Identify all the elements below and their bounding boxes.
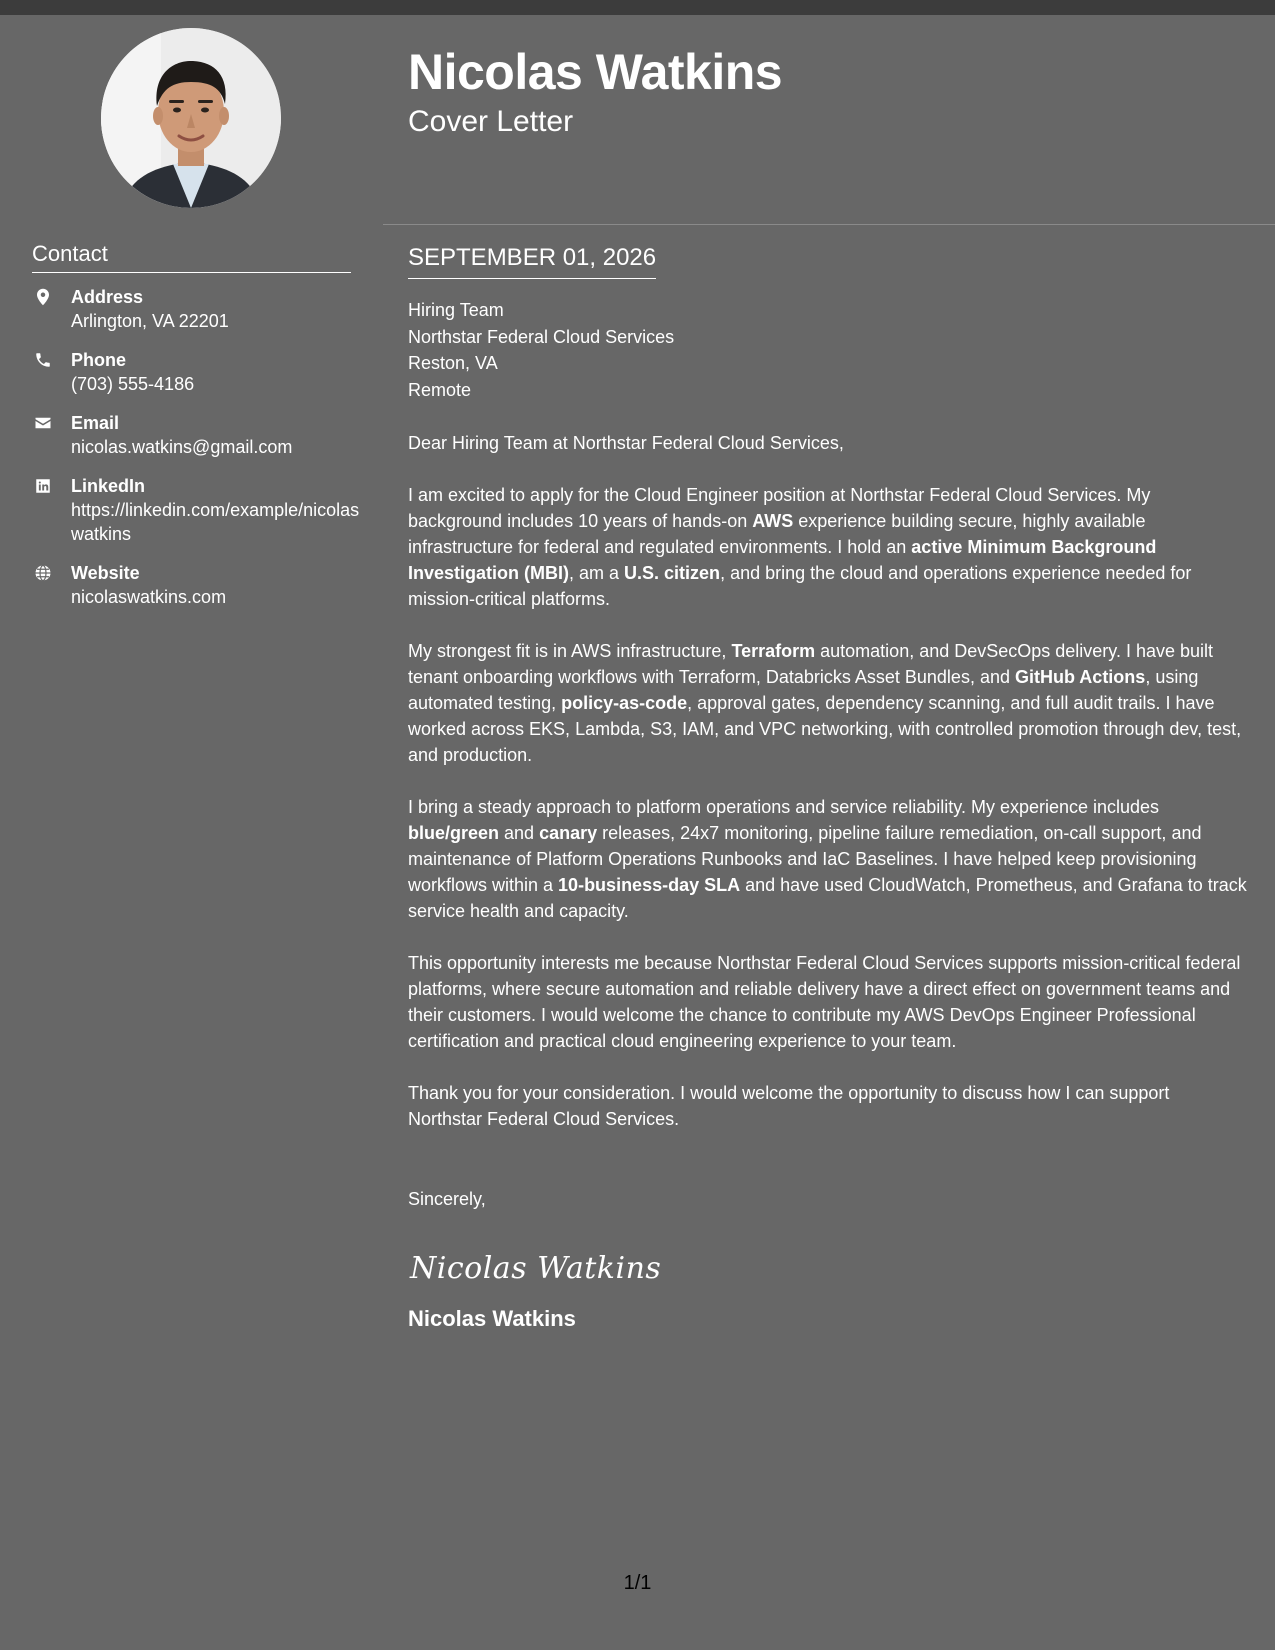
recipient-block	[408, 297, 1248, 403]
contact-item-linkedin	[32, 474, 362, 546]
header-divider	[383, 224, 1275, 225]
paragraph	[408, 794, 1248, 924]
paragraph-text: , approval gates, dependency scanning, and full audit trails. I have worked across EKS, Lambda, S3, IAM, and VPC networking, with controlled promotion through dev, test, and production.	[408, 693, 1242, 765]
paragraph-text: automation, and DevSecOps delivery. I have built tenant onboarding workflows with Terraform, Databricks Asset Bundles, and	[408, 641, 1214, 687]
paragraph	[408, 482, 1248, 612]
contact-label: Email	[71, 413, 120, 433]
linkedin-icon	[34, 477, 52, 495]
contact-label: Address	[71, 287, 144, 307]
contact-label: LinkedIn	[71, 476, 146, 496]
page-subtitle: Cover Letter	[408, 105, 574, 138]
emphasis-text: Terraform	[731, 641, 816, 661]
sidebar	[0, 15, 383, 1650]
emphasis-text: GitHub Actions	[1014, 667, 1146, 687]
phone-value: (703) 555-4186	[71, 374, 195, 394]
paragraph-text: I am excited to apply for the Cloud Engineer position at Northstar Federal Cloud Services. My background includes 10 years of hands-on	[408, 485, 1151, 531]
emphasis-text: active Minimum Background Investigation (MBI)	[408, 537, 1157, 583]
contact-list	[32, 285, 362, 624]
top-bar	[0, 0, 1275, 15]
paragraph-text: , using automated testing,	[408, 667, 1199, 713]
recipient-line: Northstar Federal Cloud Services	[408, 326, 675, 347]
signature	[408, 1242, 1248, 1292]
paragraph-text: experience building secure, highly available infrastructure for federal and regulated environments. I hold an	[408, 511, 1146, 557]
contact-label: Phone	[71, 350, 127, 370]
paragraph-text: releases, 24x7 monitoring, pipeline failure remediation, on-call support, and maintenance of Platform Operations Runbooks and IaC Baselines. I have helped keep provisioning workflows within a	[408, 823, 1202, 895]
closing: Sincerely,	[408, 1189, 486, 1209]
emphasis-text: policy-as-code	[561, 693, 688, 713]
envelope-icon	[34, 414, 52, 432]
page-number: 1/1	[623, 1572, 652, 1594]
paragraph-text: My strongest fit is in AWS infrastructure,	[408, 641, 732, 661]
paragraph-text: This opportunity interests me because Northstar Federal Cloud Services supports mission-critical federal platforms, where secure automation and reliable delivery have a direct effect on government teams and their customers. I would welcome the chance to contribute my AWS DevOps Engineer Professional certification and practical cloud engineering experience to your team.	[408, 953, 1241, 1051]
website-link[interactable]: nicolaswatkins.com	[71, 587, 227, 607]
emphasis-text: AWS	[752, 511, 794, 531]
emphasis-text: canary	[539, 823, 598, 843]
address-value: Arlington, VA 22201	[71, 311, 229, 331]
paragraph-text: and	[499, 823, 540, 843]
linkedin-link[interactable]: https://linkedin.com/example/nicolaswatkins	[71, 500, 360, 544]
paragraph-text: , am a	[569, 563, 625, 583]
contact-item-website	[32, 561, 362, 609]
globe-icon	[34, 564, 52, 582]
contact-item-email	[32, 411, 362, 459]
paragraph-text: Thank you for your consideration. I would welcome the opportunity to discuss how I can support Northstar Federal Cloud Services.	[408, 1083, 1170, 1129]
paragraph	[408, 950, 1248, 1054]
paragraph-text: and have used CloudWatch, Prometheus, and Grafana to track service health and capacity.	[408, 875, 1247, 921]
avatar	[101, 28, 281, 208]
letter-body	[408, 242, 1248, 1334]
contact-item-address	[32, 285, 362, 333]
paragraph	[408, 1080, 1248, 1132]
contact-label: Website	[71, 563, 140, 583]
recipient-line: Reston, VA	[408, 353, 498, 373]
email-link[interactable]: nicolas.watkins@gmail.com	[71, 437, 293, 457]
emphasis-text: blue/green	[408, 823, 500, 843]
paragraph	[408, 638, 1248, 768]
recipient-line: Remote	[408, 379, 472, 400]
emphasis-text: U.S. citizen	[624, 563, 721, 583]
salutation: Dear Hiring Team at Northstar Federal Cloud Services,	[408, 433, 844, 453]
map-pin-icon	[34, 288, 52, 306]
signed-name: Nicolas Watkins	[408, 1306, 576, 1331]
contact-item-phone	[32, 348, 362, 396]
paragraph-text: I bring a steady approach to platform operations and service reliability. My experience includes	[408, 797, 1160, 817]
contact-heading: Contact	[32, 240, 351, 273]
page-title: Nicolas Watkins	[408, 44, 783, 100]
phone-icon	[34, 351, 52, 369]
emphasis-text: 10-business-day SLA	[558, 875, 741, 895]
signature-text: Nicolas Watkins	[410, 1251, 662, 1286]
recipient-line: Hiring Team	[408, 300, 504, 320]
letter-date: SEPTEMBER 01, 2026	[408, 242, 656, 279]
paragraph-text: , and bring the cloud and operations experience needed for mission-critical platforms.	[408, 563, 1192, 609]
